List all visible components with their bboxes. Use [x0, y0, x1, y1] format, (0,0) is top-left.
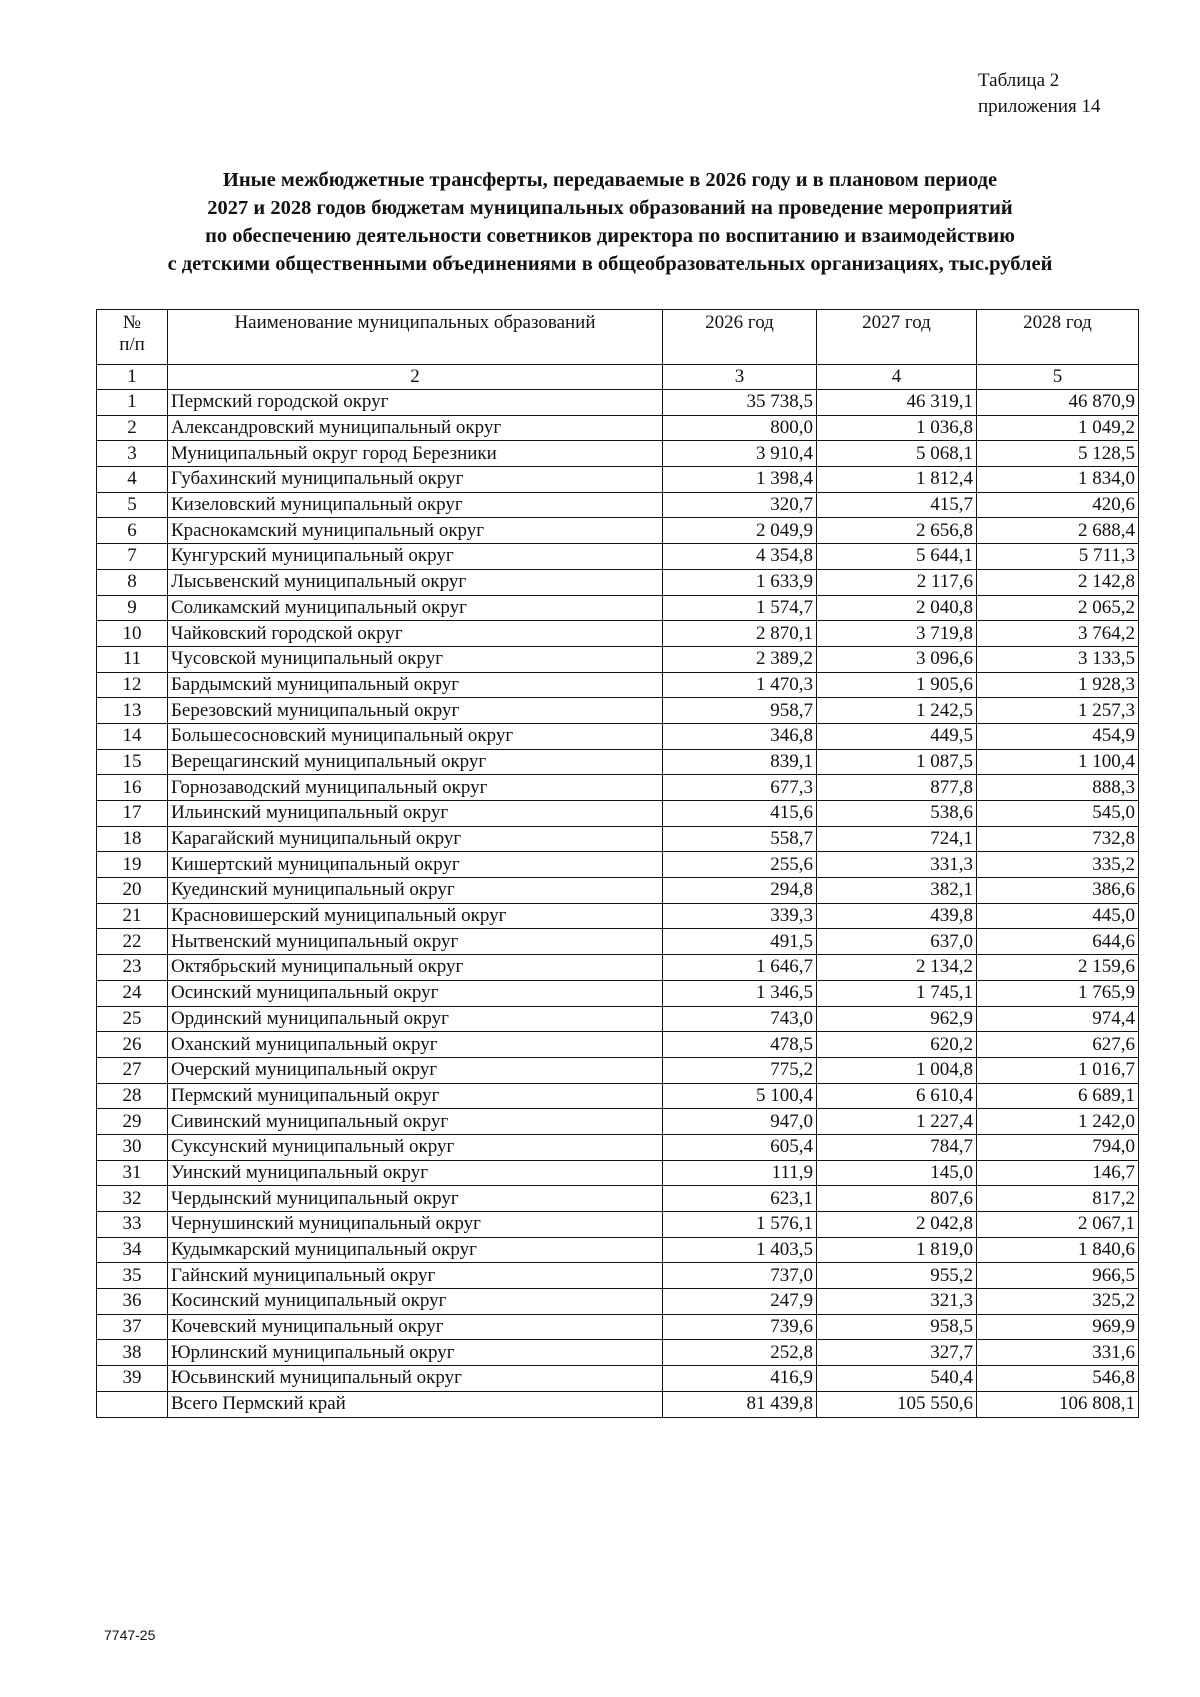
value-2027: 415,7 [817, 492, 977, 518]
municipality-name: Оханский муниципальный округ [168, 1032, 663, 1058]
row-number: 25 [97, 1006, 168, 1032]
value-2027: 1 745,1 [817, 980, 977, 1006]
value-2026: 739,6 [663, 1314, 817, 1340]
municipality-name: Кунгурский муниципальный округ [168, 544, 663, 570]
table-row [97, 1160, 1139, 1186]
title-line: Иные межбюджетные трансферты, передаваемые в 2026 году и в плановом периоде [222, 169, 998, 191]
table-row [97, 390, 1139, 416]
value-2028: 627,6 [977, 1032, 1139, 1058]
row-number: 12 [97, 672, 168, 698]
value-2028: 335,2 [977, 852, 1139, 878]
municipality-name: Чусовской муниципальный округ [168, 646, 663, 672]
value-2028: 974,4 [977, 1006, 1139, 1032]
column-number: 5 [977, 365, 1139, 390]
table-row [97, 569, 1139, 595]
value-2028: 1 257,3 [977, 698, 1139, 724]
document-title [100, 166, 1120, 278]
table-reference [978, 68, 1100, 120]
municipality-name: Горнозаводский муниципальный округ [168, 775, 663, 801]
table-row [97, 801, 1139, 827]
row-number: 19 [97, 852, 168, 878]
value-2027: 5 644,1 [817, 544, 977, 570]
row-number: 35 [97, 1263, 168, 1289]
column-number: 1 [97, 365, 168, 390]
value-2026: 737,0 [663, 1263, 817, 1289]
value-2027: 449,5 [817, 723, 977, 749]
row-number: 39 [97, 1366, 168, 1392]
value-2026: 1 470,3 [663, 672, 817, 698]
municipality-name: Бардымский муниципальный округ [168, 672, 663, 698]
table-row [97, 929, 1139, 955]
value-2026: 2 389,2 [663, 646, 817, 672]
value-2026: 339,3 [663, 903, 817, 929]
value-2028: 1 928,3 [977, 672, 1139, 698]
value-2028: 325,2 [977, 1289, 1139, 1315]
table-row [97, 415, 1139, 441]
value-2027: 955,2 [817, 1263, 977, 1289]
value-2026: 491,5 [663, 929, 817, 955]
value-2026: 1 574,7 [663, 595, 817, 621]
table-row [97, 1134, 1139, 1160]
table-row [97, 441, 1139, 467]
value-2028: 817,2 [977, 1186, 1139, 1212]
municipality-name: Лысьвенский муниципальный округ [168, 569, 663, 595]
row-number: 37 [97, 1314, 168, 1340]
value-2027: 439,8 [817, 903, 977, 929]
table-number: Таблица 2 [978, 70, 1060, 91]
row-number: 2 [97, 415, 168, 441]
row-number: 14 [97, 723, 168, 749]
value-2028: 1 840,6 [977, 1237, 1139, 1263]
value-2028: 5 128,5 [977, 441, 1139, 467]
value-2026: 5 100,4 [663, 1083, 817, 1109]
row-number: 18 [97, 826, 168, 852]
table-row [97, 492, 1139, 518]
value-2027: 2 656,8 [817, 518, 977, 544]
municipality-name: Осинский муниципальный округ [168, 980, 663, 1006]
value-2027: 331,3 [817, 852, 977, 878]
table-row [97, 1289, 1139, 1315]
value-2027: 962,9 [817, 1006, 977, 1032]
value-2026: 35 738,5 [663, 390, 817, 416]
value-2027: 1 036,8 [817, 415, 977, 441]
transfers-table [96, 309, 1139, 1418]
table-row [97, 467, 1139, 493]
value-2028: 1 765,9 [977, 980, 1139, 1006]
table-row [97, 1006, 1139, 1032]
value-2026: 2 870,1 [663, 621, 817, 647]
value-2027: 46 319,1 [817, 390, 977, 416]
municipality-name: Октябрьский муниципальный округ [168, 955, 663, 981]
value-2028: 1 016,7 [977, 1057, 1139, 1083]
value-2027: 2 042,8 [817, 1212, 977, 1238]
table-row [97, 544, 1139, 570]
table-row [97, 518, 1139, 544]
value-2027: 1 087,5 [817, 749, 977, 775]
value-2028: 3 764,2 [977, 621, 1139, 647]
column-number: 3 [663, 365, 817, 390]
header-2028: 2028 год [977, 310, 1139, 365]
total-row [97, 1391, 1139, 1417]
row-number: 6 [97, 518, 168, 544]
value-2026: 1 403,5 [663, 1237, 817, 1263]
value-2027: 145,0 [817, 1160, 977, 1186]
row-number: 1 [97, 390, 168, 416]
municipality-name: Нытвенский муниципальный округ [168, 929, 663, 955]
municipality-name: Очерский муниципальный округ [168, 1057, 663, 1083]
table-row [97, 1314, 1139, 1340]
value-2027: 5 068,1 [817, 441, 977, 467]
municipality-name: Красновишерский муниципальный округ [168, 903, 663, 929]
value-2028: 2 688,4 [977, 518, 1139, 544]
value-2028: 644,6 [977, 929, 1139, 955]
municipality-name: Юсьвинский муниципальный округ [168, 1366, 663, 1392]
row-number: 4 [97, 467, 168, 493]
value-2026: 255,6 [663, 852, 817, 878]
municipality-name: Александровский муниципальный округ [168, 415, 663, 441]
value-2026: 947,0 [663, 1109, 817, 1135]
value-2026: 247,9 [663, 1289, 817, 1315]
value-2027: 877,8 [817, 775, 977, 801]
value-2027: 724,1 [817, 826, 977, 852]
value-2027: 540,4 [817, 1366, 977, 1392]
municipality-name: Муниципальный округ город Березники [168, 441, 663, 467]
municipality-name: Пермский городской округ [168, 390, 663, 416]
value-2028: 966,5 [977, 1263, 1139, 1289]
value-2028: 3 133,5 [977, 646, 1139, 672]
table-row [97, 980, 1139, 1006]
value-2026: 958,7 [663, 698, 817, 724]
value-2027: 1 227,4 [817, 1109, 977, 1135]
value-2028: 46 870,9 [977, 390, 1139, 416]
value-2027: 538,6 [817, 801, 977, 827]
municipality-name: Пермский муниципальный округ [168, 1083, 663, 1109]
title-line: 2027 и 2028 годов бюджетам муниципальных образований на проведение мероприятий [207, 197, 1013, 219]
municipality-name: Всего Пермский край [168, 1391, 663, 1417]
row-number: 23 [97, 955, 168, 981]
municipality-name: Ординский муниципальный округ [168, 1006, 663, 1032]
value-2026: 415,6 [663, 801, 817, 827]
table-row [97, 955, 1139, 981]
row-number: 20 [97, 878, 168, 904]
table-row [97, 595, 1139, 621]
column-number: 2 [168, 365, 663, 390]
municipality-name: Большесосновский муниципальный округ [168, 723, 663, 749]
value-2027: 105 550,6 [817, 1391, 977, 1417]
value-2028: 2 159,6 [977, 955, 1139, 981]
value-2028: 2 067,1 [977, 1212, 1139, 1238]
municipality-name: Краснокамский муниципальный округ [168, 518, 663, 544]
row-number: 34 [97, 1237, 168, 1263]
value-2028: 546,8 [977, 1366, 1139, 1392]
table-row [97, 1237, 1139, 1263]
row-number: 11 [97, 646, 168, 672]
value-2027: 2 040,8 [817, 595, 977, 621]
row-number: 30 [97, 1134, 168, 1160]
column-number: 4 [817, 365, 977, 390]
row-number [97, 1391, 168, 1417]
row-number: 24 [97, 980, 168, 1006]
value-2027: 784,7 [817, 1134, 977, 1160]
row-number: 3 [97, 441, 168, 467]
value-2026: 1 346,5 [663, 980, 817, 1006]
municipality-name: Гайнский муниципальный округ [168, 1263, 663, 1289]
table-row [97, 672, 1139, 698]
value-2027: 321,3 [817, 1289, 977, 1315]
value-2026: 81 439,8 [663, 1391, 817, 1417]
value-2028: 331,6 [977, 1340, 1139, 1366]
document-code: 7747-25 [104, 1627, 156, 1643]
value-2026: 320,7 [663, 492, 817, 518]
value-2027: 3 096,6 [817, 646, 977, 672]
value-2027: 3 719,8 [817, 621, 977, 647]
value-2026: 623,1 [663, 1186, 817, 1212]
value-2028: 5 711,3 [977, 544, 1139, 570]
value-2026: 4 354,8 [663, 544, 817, 570]
municipality-name: Чайковский городской округ [168, 621, 663, 647]
row-number: 8 [97, 569, 168, 595]
value-2028: 1 834,0 [977, 467, 1139, 493]
value-2027: 1 004,8 [817, 1057, 977, 1083]
value-2027: 958,5 [817, 1314, 977, 1340]
value-2028: 2 142,8 [977, 569, 1139, 595]
appendix-number: приложения 14 [978, 96, 1101, 117]
value-2027: 620,2 [817, 1032, 977, 1058]
table-row [97, 1032, 1139, 1058]
value-2028: 1 049,2 [977, 415, 1139, 441]
value-2026: 677,3 [663, 775, 817, 801]
value-2028: 732,8 [977, 826, 1139, 852]
table-row [97, 852, 1139, 878]
value-2026: 743,0 [663, 1006, 817, 1032]
value-2026: 605,4 [663, 1134, 817, 1160]
value-2026: 3 910,4 [663, 441, 817, 467]
municipality-name: Суксунский муниципальный округ [168, 1134, 663, 1160]
row-number: 38 [97, 1340, 168, 1366]
value-2027: 382,1 [817, 878, 977, 904]
municipality-name: Кудымкарский муниципальный округ [168, 1237, 663, 1263]
municipality-name: Чернушинский муниципальный округ [168, 1212, 663, 1238]
row-number: 27 [97, 1057, 168, 1083]
table-row [97, 826, 1139, 852]
table-row [97, 1057, 1139, 1083]
title-line: по обеспечению деятельности советников директора по воспитанию и взаимодействию [205, 225, 1015, 247]
header-2027: 2027 год [817, 310, 977, 365]
value-2027: 1 905,6 [817, 672, 977, 698]
municipality-name: Верещагинский муниципальный округ [168, 749, 663, 775]
table-header-row [97, 310, 1139, 365]
table-row [97, 749, 1139, 775]
header-2026: 2026 год [663, 310, 817, 365]
municipality-name: Сивинский муниципальный округ [168, 1109, 663, 1135]
value-2026: 252,8 [663, 1340, 817, 1366]
value-2027: 327,7 [817, 1340, 977, 1366]
table-row [97, 878, 1139, 904]
value-2028: 106 808,1 [977, 1391, 1139, 1417]
value-2028: 969,9 [977, 1314, 1139, 1340]
municipality-name: Кочевский муниципальный округ [168, 1314, 663, 1340]
municipality-name: Уинский муниципальный округ [168, 1160, 663, 1186]
value-2028: 1 100,4 [977, 749, 1139, 775]
value-2027: 807,6 [817, 1186, 977, 1212]
value-2026: 839,1 [663, 749, 817, 775]
table-row [97, 1263, 1139, 1289]
row-number: 32 [97, 1186, 168, 1212]
table-row [97, 775, 1139, 801]
value-2026: 346,8 [663, 723, 817, 749]
value-2028: 794,0 [977, 1134, 1139, 1160]
value-2028: 386,6 [977, 878, 1139, 904]
row-number: 10 [97, 621, 168, 647]
value-2026: 416,9 [663, 1366, 817, 1392]
table-row [97, 1109, 1139, 1135]
value-2028: 445,0 [977, 903, 1139, 929]
value-2026: 1 576,1 [663, 1212, 817, 1238]
row-number: 36 [97, 1289, 168, 1315]
table-row [97, 903, 1139, 929]
value-2027: 1 242,5 [817, 698, 977, 724]
header-name: Наименование муниципальных образований [168, 310, 663, 365]
municipality-name: Соликамский муниципальный округ [168, 595, 663, 621]
title-line: с детскими общественными объединениями в общеобразовательных организациях, тыс.рублей [167, 253, 1053, 275]
value-2028: 146,7 [977, 1160, 1139, 1186]
value-2026: 111,9 [663, 1160, 817, 1186]
row-number: 29 [97, 1109, 168, 1135]
table-row [97, 698, 1139, 724]
table-row [97, 1083, 1139, 1109]
row-number: 9 [97, 595, 168, 621]
row-number: 33 [97, 1212, 168, 1238]
row-number: 21 [97, 903, 168, 929]
table-row [97, 1366, 1139, 1392]
table-row [97, 646, 1139, 672]
table-row [97, 1340, 1139, 1366]
municipality-name: Губахинский муниципальный округ [168, 467, 663, 493]
value-2026: 478,5 [663, 1032, 817, 1058]
value-2028: 454,9 [977, 723, 1139, 749]
municipality-name: Кизеловский муниципальный округ [168, 492, 663, 518]
row-number: 28 [97, 1083, 168, 1109]
value-2026: 1 398,4 [663, 467, 817, 493]
value-2028: 888,3 [977, 775, 1139, 801]
value-2028: 2 065,2 [977, 595, 1139, 621]
row-number: 16 [97, 775, 168, 801]
row-number: 15 [97, 749, 168, 775]
value-2028: 545,0 [977, 801, 1139, 827]
value-2028: 420,6 [977, 492, 1139, 518]
table-row [97, 621, 1139, 647]
value-2027: 2 117,6 [817, 569, 977, 595]
value-2026: 558,7 [663, 826, 817, 852]
row-number: 5 [97, 492, 168, 518]
municipality-name: Кишертский муниципальный округ [168, 852, 663, 878]
municipality-name: Ильинский муниципальный округ [168, 801, 663, 827]
value-2026: 2 049,9 [663, 518, 817, 544]
row-number: 7 [97, 544, 168, 570]
column-number-row [97, 365, 1139, 390]
table-row [97, 1186, 1139, 1212]
row-number: 13 [97, 698, 168, 724]
table-row [97, 723, 1139, 749]
value-2027: 637,0 [817, 929, 977, 955]
value-2028: 6 689,1 [977, 1083, 1139, 1109]
municipality-name: Березовский муниципальный округ [168, 698, 663, 724]
value-2027: 1 819,0 [817, 1237, 977, 1263]
value-2026: 1 646,7 [663, 955, 817, 981]
row-number: 22 [97, 929, 168, 955]
row-number: 17 [97, 801, 168, 827]
table-row [97, 1212, 1139, 1238]
municipality-name: Чердынский муниципальный округ [168, 1186, 663, 1212]
value-2027: 6 610,4 [817, 1083, 977, 1109]
row-number: 31 [97, 1160, 168, 1186]
municipality-name: Юрлинский муниципальный округ [168, 1340, 663, 1366]
value-2028: 1 242,0 [977, 1109, 1139, 1135]
value-2027: 2 134,2 [817, 955, 977, 981]
value-2026: 800,0 [663, 415, 817, 441]
municipality-name: Косинский муниципальный округ [168, 1289, 663, 1315]
value-2027: 1 812,4 [817, 467, 977, 493]
value-2026: 294,8 [663, 878, 817, 904]
header-number: № п/п [97, 310, 168, 365]
row-number: 26 [97, 1032, 168, 1058]
municipality-name: Карагайский муниципальный округ [168, 826, 663, 852]
municipality-name: Куединский муниципальный округ [168, 878, 663, 904]
value-2026: 775,2 [663, 1057, 817, 1083]
value-2026: 1 633,9 [663, 569, 817, 595]
